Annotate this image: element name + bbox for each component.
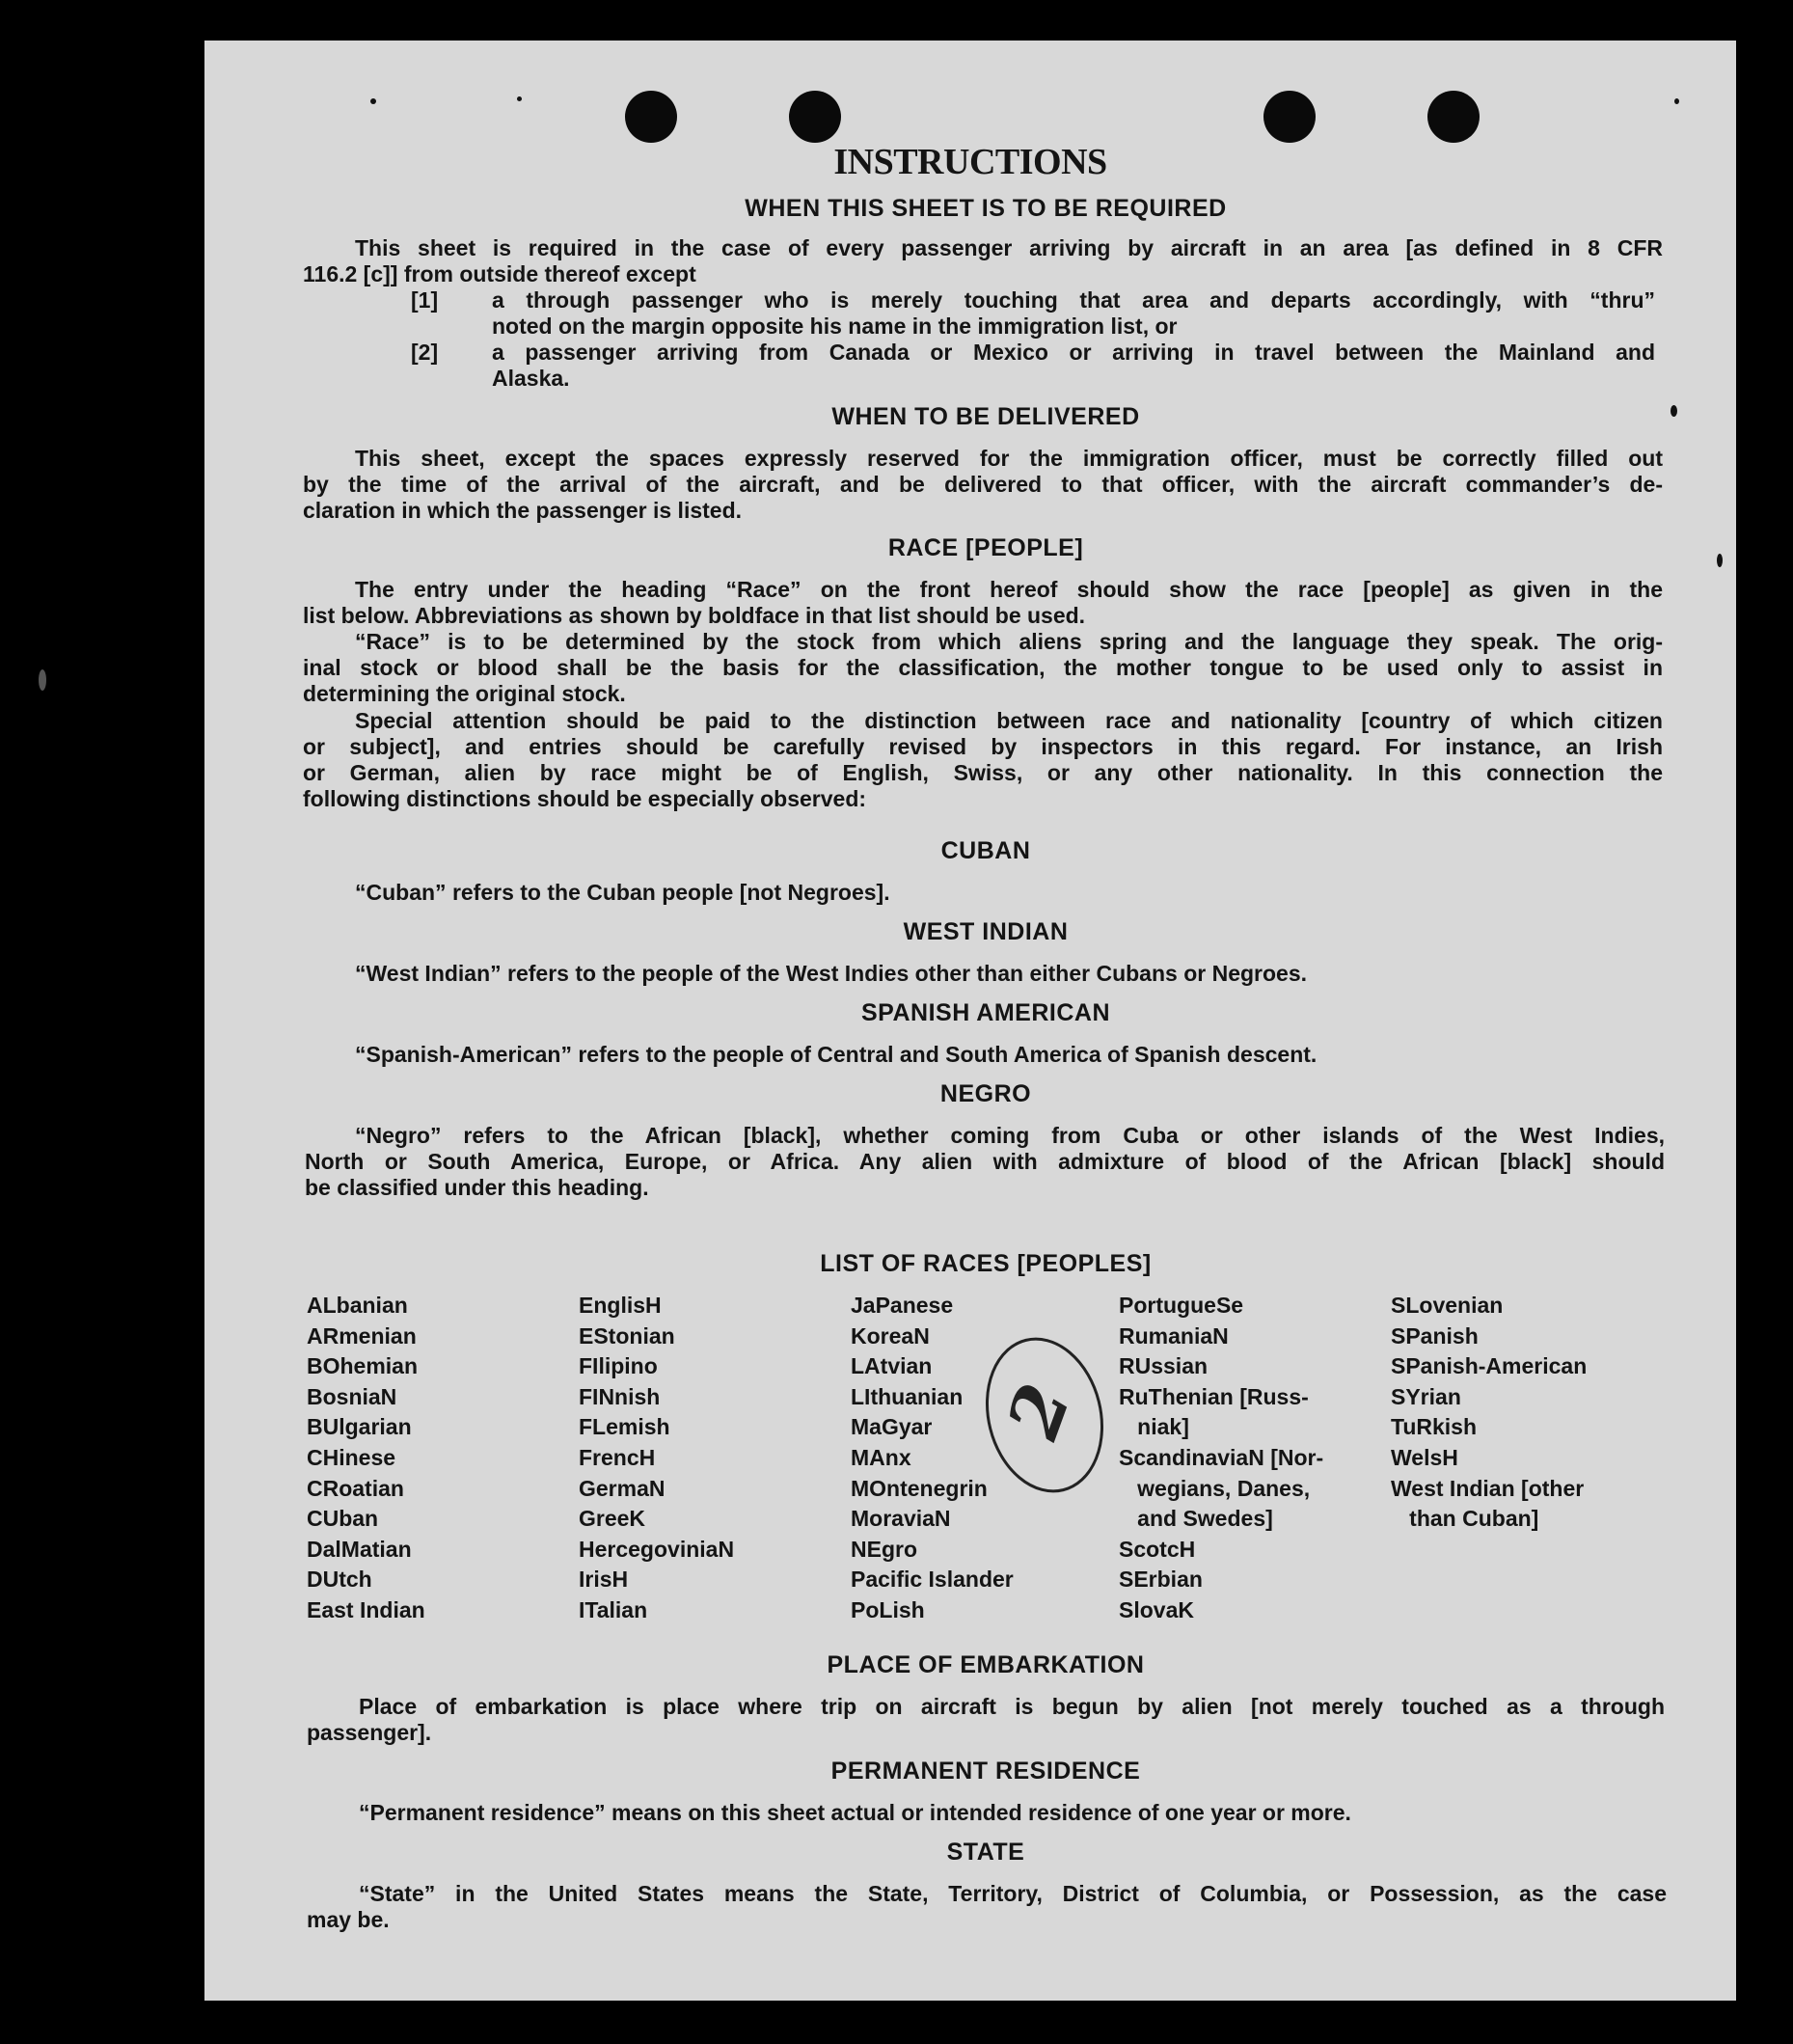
item-number: [1] [411,287,439,313]
race-entry: ScotcH [1119,1536,1196,1562]
race-entry: FLemish [579,1414,670,1440]
heading-negro: NEGRO [939,1080,1032,1107]
race-entry: ScandinaviaN [Nor- [1119,1444,1324,1470]
heading-embarkation: PLACE OF EMBARKATION [827,1651,1145,1678]
scan-speck [370,98,376,104]
text-line: be classified under this heading. [305,1175,649,1200]
text-line: claration in which the passenger is listed. [303,498,743,523]
heading-when-delivered: WHEN TO BE DELIVERED [831,403,1140,430]
text-line: The entry under the heading “Race” on the front hereof should show the race [people] as given in the [355,577,1663,602]
race-entry: DUtch [307,1567,372,1593]
race-entry: MAnx [851,1444,911,1470]
heading-west-indian: WEST INDIAN [903,918,1069,945]
text-line: passenger]. [307,1720,432,1745]
text-line: “Race” is to be determined by the stock from which aliens spring and the language they speak. The orig- [355,629,1663,654]
race-entry: SlovaK [1119,1596,1194,1622]
race-entry: GreeK [579,1506,646,1532]
punch-hole-4 [1427,91,1480,143]
race-entry: SPanish-American [1391,1353,1588,1379]
punch-hole-3 [1263,91,1316,143]
race-entry: FINnish [579,1383,661,1409]
heading-list-of-races: LIST OF RACES [PEOPLES] [820,1250,1152,1277]
race-entry: LAtvian [851,1353,933,1379]
race-entry: BUlgarian [307,1414,412,1440]
race-entry: DalMatian [307,1536,412,1562]
race-entry: and Swedes] [1119,1506,1273,1532]
race-entry: WelsH [1391,1444,1458,1470]
race-entry: MaGyar [851,1414,933,1440]
when-required-intro [303,235,1663,287]
text-line: list below. Abbreviations as shown by boldface in that list should be used. [303,603,1086,628]
heading-when-required: WHEN THIS SHEET IS TO BE REQUIRED [745,195,1227,222]
race-entry: ALbanian [307,1293,408,1318]
race-entry: RUssian [1119,1353,1209,1379]
text-line: Special attention should be paid to the distinction between race and nationality [country of which citizen [355,708,1663,733]
race-column-2 [579,1291,734,1626]
race-paragraph-2 [303,629,1663,707]
item-number: [2] [411,340,439,365]
race-entry: CRoatian [307,1475,404,1501]
race-entry: SErbian [1119,1567,1203,1593]
text-line: or subject], and entries should be carefully revised by inspectors in this regard. For instance, an Irish [303,734,1663,759]
text-line: a passenger arriving from Canada or Mexico or arriving in travel between the Mainland and [492,340,1655,365]
race-entry: ITalian [579,1596,648,1622]
race-entry: TuRkish [1391,1414,1478,1440]
race-entry: BosniaN [307,1383,397,1409]
race-entry: wegians, Danes, [1119,1475,1311,1501]
page-title: INSTRUCTIONS [833,142,1107,182]
heading-state: STATE [946,1839,1025,1866]
cuban-text: “Cuban” refers to the Cuban people [not Negroes]. [355,880,890,905]
race-column-4 [1119,1291,1323,1626]
race-entry: East Indian [307,1596,425,1622]
race-entry: SYrian [1391,1383,1461,1409]
heading-cuban: CUBAN [940,837,1031,864]
text-line: Place of embarkation is place where trip on aircraft is begun by alien [not merely touched as a through [359,1694,1665,1719]
race-entry: niak] [1119,1414,1189,1440]
text-line: determining the original stock. [303,681,626,706]
punch-hole-1 [625,91,677,143]
text-line: “Negro” refers to the African [black], whether coming from Cuba or other islands of the West Indies, [355,1123,1665,1148]
race-entry: JaPanese [851,1293,954,1318]
race-entry: PoLish [851,1596,925,1622]
race-entry: FrencH [579,1444,656,1470]
document-page [204,41,1736,2001]
embarkation-text [307,1694,1665,1746]
text-line: Alaska. [492,366,570,391]
race-entry: RumaniaN [1119,1322,1229,1349]
race-entry: MOntenegrin [851,1475,988,1501]
race-entry: West Indian [other [1391,1475,1585,1501]
race-entry: IrisH [579,1567,629,1593]
when-delivered-text [303,446,1663,524]
race-entry: CHinese [307,1444,396,1470]
scan-speck [1674,98,1679,104]
heading-spanish-american: SPANISH AMERICAN [860,999,1110,1026]
text-line: by the time of the arrival of the aircraft, and be delivered to that officer, with the aircraft commander’s de- [303,472,1663,497]
text-line: may be. [307,1907,390,1932]
negro-text [305,1123,1665,1201]
text-line: noted on the margin opposite his name in the immigration list, or [492,313,1178,339]
race-entry: KoreaN [851,1322,930,1349]
heading-race: RACE [PEOPLE] [887,534,1084,561]
text-line: “State” in the United States means the State, Territory, District of Columbia, or Possession, as the case [359,1881,1667,1906]
race-entry: RuThenian [Russ- [1119,1383,1309,1409]
spanish-american-text: “Spanish-American” refers to the people of Central and South America of Spanish descent. [355,1042,1318,1067]
state-text [307,1881,1667,1933]
race-entry: BOhemian [307,1353,419,1379]
race-entry: PortugueSe [1119,1293,1244,1318]
race-entry: ARmenian [307,1322,417,1349]
race-column-5 [1391,1291,1587,1535]
text-line: inal stock or blood shall be the basis for the classification, the mother tongue to be used only to assist in [303,655,1663,680]
race-entry: FIlipino [579,1353,658,1379]
race-entry: SPanish [1391,1322,1479,1349]
handwritten-number: 2 [992,1374,1088,1449]
west-indian-text: “West Indian” refers to the people of the West Indies other than either Cubans or Negroes. [355,961,1308,986]
race-entry: GermaN [579,1475,666,1501]
race-entry: EnglisH [579,1293,662,1318]
race-entry: LIthuanian [851,1383,964,1409]
race-entry: MoraviaN [851,1506,951,1532]
race-paragraph-1 [303,577,1663,629]
handwritten-circle-mark [982,1333,1107,1497]
scan-speck [1717,554,1723,567]
race-entry: than Cuban] [1391,1506,1539,1532]
race-column-1 [307,1291,425,1626]
text-line: This sheet is required in the case of every passenger arriving by aircraft in an area [as defined in 8 CFR [355,235,1663,260]
race-paragraph-3 [303,708,1663,812]
residence-text: “Permanent residence” means on this sheet actual or intended residence of one year or more. [359,1800,1351,1825]
race-entry: Pacific Islander [851,1567,1014,1593]
race-entry: EStonian [579,1322,675,1349]
scan-speck [517,96,522,101]
text-line: or German, alien by race might be of English, Swiss, or any other nationality. In this connection the [303,760,1663,785]
scan-speck [1671,405,1677,417]
race-entry: NEgro [851,1536,917,1562]
scan-speck [39,669,46,691]
text-line: a through passenger who is merely touching that area and departs accordingly, with “thru” [492,287,1655,313]
text-line: This sheet, except the spaces expressly reserved for the immigration officer, must be correctly filled out [355,446,1663,471]
punch-hole-2 [789,91,841,143]
text-line: 116.2 [c]] from outside thereof except [303,261,696,286]
heading-permanent-residence: PERMANENT RESIDENCE [830,1758,1141,1785]
text-line: following distinctions should be especially observed: [303,786,867,811]
race-entry: SLovenian [1391,1293,1504,1318]
race-entry: CUban [307,1506,379,1532]
text-line: North or South America, Europe, or Africa. Any alien with admixture of blood of the African [black] should [305,1149,1665,1174]
race-entry: HercegoviniaN [579,1536,735,1562]
